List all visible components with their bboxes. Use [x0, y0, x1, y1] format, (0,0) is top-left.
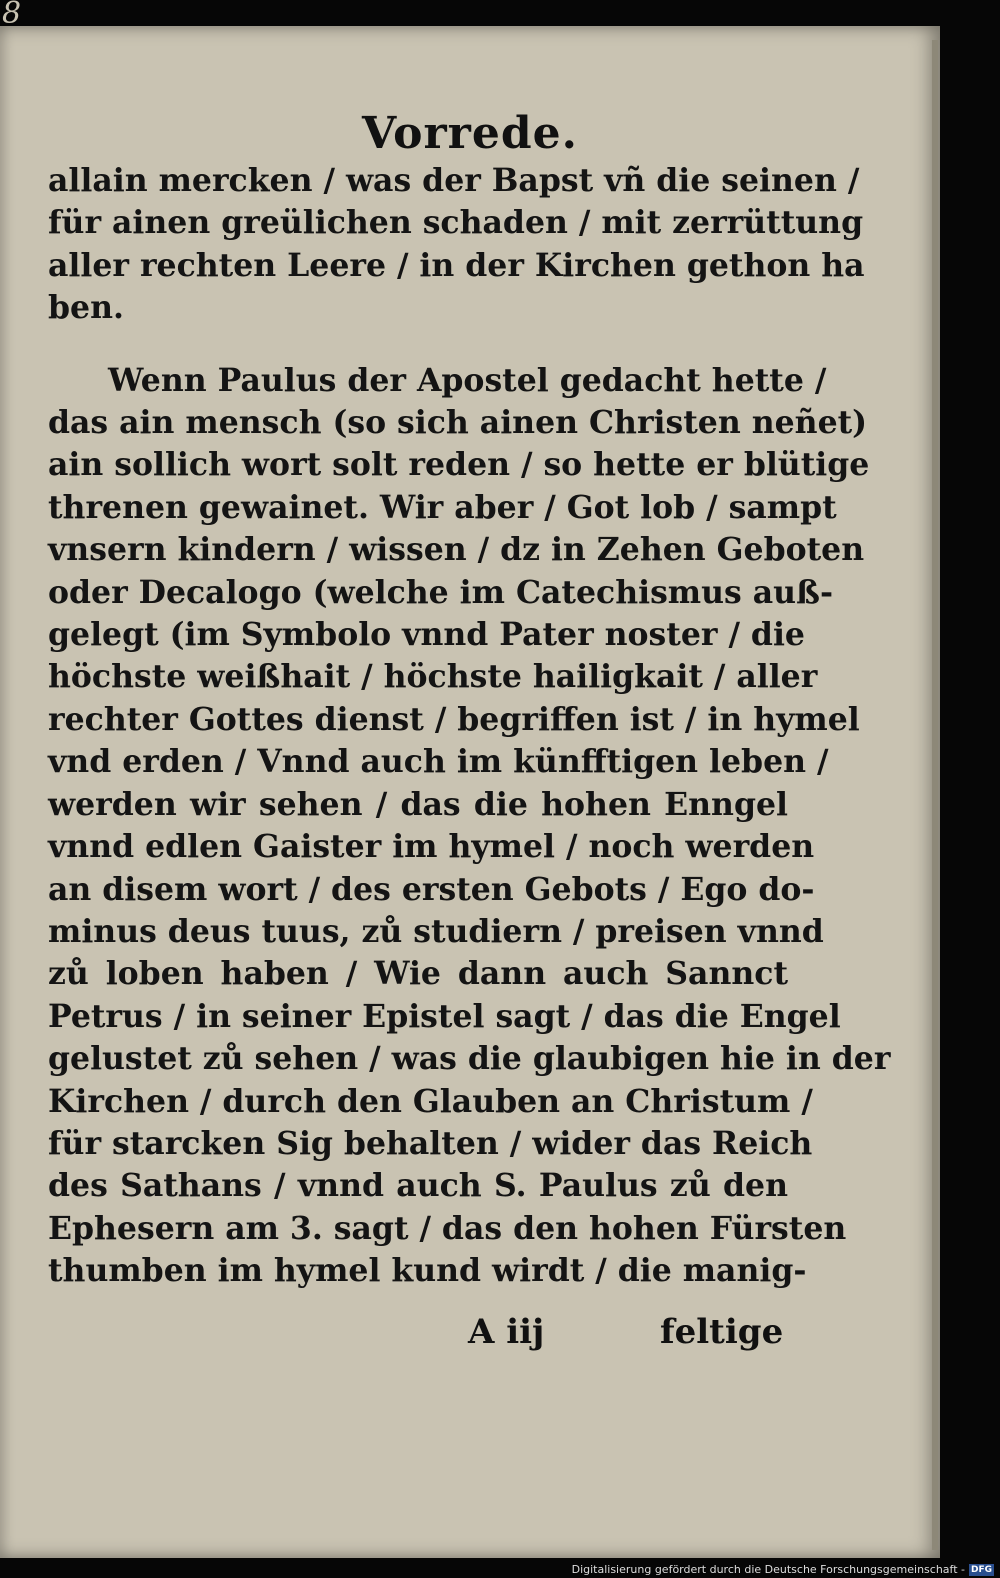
text-line: rechter Gottes dienst / begriffen ist / in hymel [48, 700, 860, 738]
text-line: oder Decalogo (welche im Catechismus auß- [48, 573, 834, 611]
body-text [48, 160, 891, 1293]
text-line: vnsern kindern / wissen / dz in Zehen Geboten [48, 531, 865, 569]
text-line: ben. [48, 289, 124, 327]
text-line: höchste weißhait / höchste hailigkait / aller [48, 658, 818, 696]
text-line: gelustet zů sehen / was die glaubigen hie in der [48, 1040, 891, 1078]
text-line: ain sollich wort solt reden / so hette er blütige [48, 446, 870, 484]
paragraph-2 [48, 360, 891, 1293]
text-line: minus deus tuus, zů studiern / preisen vnnd [48, 912, 824, 950]
text-line: gelegt (im Symbolo vnnd Pater noster / die [48, 616, 805, 654]
text-line: Wenn Paulus der Apostel gedacht hette / [108, 361, 827, 399]
text-line: Ephesern am 3. sagt / das den hohen Fürsten [48, 1209, 847, 1247]
page-footer [0, 1312, 940, 1360]
text-line: des Sathans / vnnd auch S. Paulus zů den [48, 1167, 788, 1205]
text-line: thumben im hymel kund wirdt / die manig- [48, 1252, 807, 1290]
text-line: für starcken Sig behalten / wider das Reich [48, 1124, 813, 1162]
text-line: aller rechten Leere / in der Kirchen gethon ha [48, 246, 865, 284]
folio-mark: 8 [2, 0, 22, 31]
text-line: das ain mensch (so sich ainen Christen neñet) [48, 404, 868, 442]
text-line: allain mercken / was der Bapst vñ die seinen / [48, 162, 860, 199]
running-header: Vorrede. [362, 108, 578, 159]
text-line: Petrus / in seiner Epistel sagt / das die Engel [48, 997, 841, 1035]
catchword: feltige [660, 1312, 784, 1352]
text-line: vnd erden / Vnnd auch im künfftigen leben / [48, 743, 829, 781]
text-line: werden wir sehen / das die hohen Enngel [48, 785, 788, 823]
text-line: Kirchen / durch den Glauben an Christum / [48, 1082, 813, 1120]
text-line: threnen gewainet. Wir aber / Got lob / sampt [48, 488, 837, 526]
digitization-credit [572, 1563, 994, 1576]
text-line: an disem wort / des ersten Gebots / Ego do- [48, 870, 815, 908]
text-line: für ainen greülichen schaden / mit zerrüttung [48, 204, 864, 242]
paragraph-1 [48, 160, 865, 330]
dfg-logo: DFG [970, 1564, 992, 1575]
signature-mark: A iij [468, 1312, 545, 1352]
paragraph-gap [48, 330, 788, 360]
text-line: vnnd edlen Gaister im hymel / noch werden [48, 828, 815, 866]
credit-text: Digitalisierung gefördert durch die Deutsche Forschungsgemeinschaft - [571, 1563, 965, 1576]
text-line: zů loben haben / Wie dann auch Sannct [48, 955, 788, 993]
